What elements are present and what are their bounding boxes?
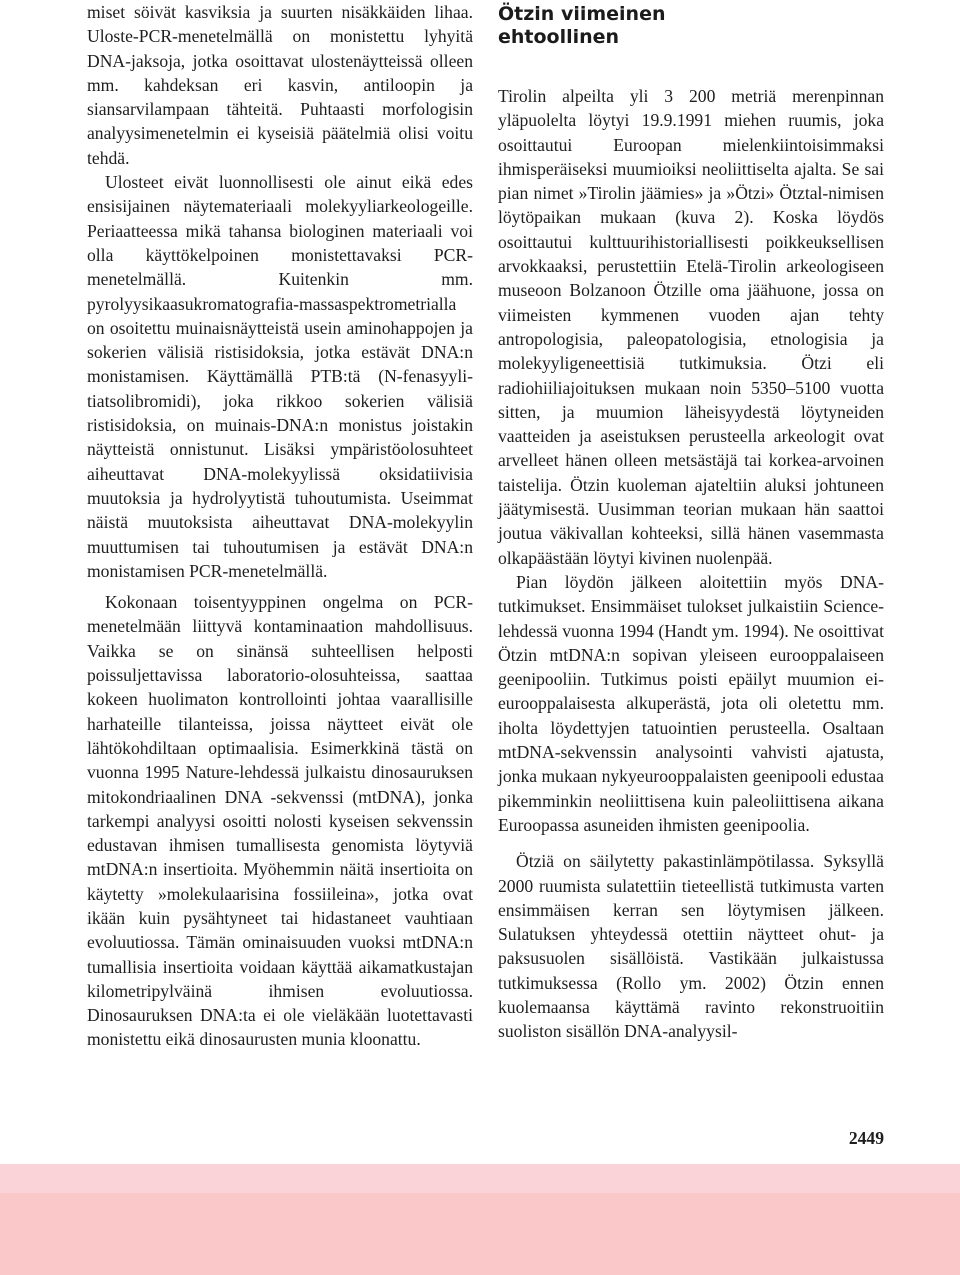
footer-band-dark [0, 1193, 960, 1275]
body-paragraph: Tirolin alpeilta yli 3 200 metriä merenpinnan yläpuolelta löytyi 19.9.1991 miehen ruumis, joka osoittautui Euroopan mielenkiintoisimmaksi ihmisperäiseksi muumioiksi neoliittiselta ajalta. Se sai pian nimet »Tirolin jäämies» ja »Ötzi» Ötztal-nimisen löytöpaikan mukaan (kuva 2). Koska löydös osoittautui kulttuurihistoriallisesti poikkeuksellisen arvokkaaksi, perustettiin Etelä-Tirolin arkeologiseen museoon Bolzanoon Ötzille oma jäähuone, jossa on viimeisten kymmenen vuoden ajan tehty antropologisia, paleopatologisia, etnologisia ja molekyyligeneettisiä tutkimuksia. Ötzi eli radiohiiliajoituksen mukaan noin 5350–5100 vuotta sitten, ja muumion läheisyydestä löytyneiden vaatteiden ja aseistuksen perusteella arkeologit ovat arvelleet hänen olleen metsästäjä tai korkea-arvoinen taistelija. Ötzin kuoleman ajateltiin aluksi johtuneen jäätymisestä. Uusimman teorian mukaan hän saattoi joutua väkivallan kohteeksi, sillä hänen vasemmasta olkapäästään löytyi kivinen nuolenpää. [498, 86, 884, 568]
left-column [87, 0, 473, 1052]
body-paragraph: miset söivät kasviksia ja suurten nisäkkäiden lihaa. Uloste-PCR-menetelmällä on monistettu lyhyitä DNA-jaksoja, jotka osoittavat ulostenäytteissä olleen mm. kahdeksan eri kasvin, antiloopin ja siansarvilampaan tähteitä. Puhtaasti morfologisin analyysimenetelmin ei kyseisiä päätelmiä olisi voitu tehdä. [87, 2, 473, 168]
body-paragraph: Ulosteet eivät luonnollisesti ole ainut eikä edes ensisijainen näytemateriaali molekyyliarkeologeille. Periaatteessa mikä tahansa biologinen materiaali voi olla käyttökelpoinen monistettavaksi PCR-menetelmällä. Kuitenkin mm. pyrolyysikaasukromatografia-massaspektrometrialla on osoitettu muinaisnäytteistä usein aminohappojen ja sokerien välisiä ristisidoksia, jotka estävät DNA:n monistamisen. Käyttämällä PTB:tä (N-fenasyyli-tiatsolibromidi), joka rikkoo sokerien välisiä ristisidoksia, on muinais-DNA:n monistus joistakin näytteistä onnistunut. Lisäksi ympäristöolosuhteet aiheuttavat DNA-molekyylissä oksidatiivisia muutoksia ja hydrolyytistä tuhoutumista. Useimmat näistä muutoksista aiheuttavat DNA-molekyylin muuttumisen tai tuhoutumisen ja estävät DNA:n monistamisen PCR-menetelmällä. [87, 172, 473, 581]
section-heading: Ötzin viimeinen ehtoollinen [498, 3, 666, 48]
footer-band-light [0, 1164, 960, 1193]
page-number: 2449 [848, 1128, 884, 1148]
right-column [498, 0, 884, 1044]
body-paragraph: Pian löydön jälkeen aloitettiin myös DNA-tutkimukset. Ensimmäiset tulokset julkaistiin Science-lehdessä vuonna 1994 (Handt ym. 1994). Ne osoittivat Ötzin mtDNA:n sopivan yleiseen eurooppalaiseen geenipooliin. Tutkimus poisti epäilyt muumion ei-eurooppalaisesta alkuperästä, jota oli oletettu mm. iholta löydettyjen tatuointien perusteella. Osaltaan mtDNA-sekvenssin analysointi vahvisti ajatusta, jonka mukaan nykyeurooppalaisten geenipooli edustaa pikemminkin neoliittisena kuin paleoliittisena aikana Euroopassa asuneiden ihmisten geenipoolia. [498, 571, 884, 835]
body-paragraph: Kokonaan toisentyyppinen ongelma on PCR-menetelmään liittyvä kontaminaation mahdollisuus. Vaikka se on sinänsä suhteellisen helposti poissuljettavissa laboratorio-olosuhteissa, saattaa kokeen huolimaton kontrollointi johtaa vaarallisille harhateille tilanteissa, joissa näytteet eivät ole lähtökohdiltaan optimaalisia. Esimerkkinä tästä on vuonna 1995 Nature-lehdessä julkaistu dinosauruksen mitokondriaalinen DNA -sekvenssi (mtDNA), jonka tarkempi analyysi osoitti nolosti kyseisen sekvenssin edustavan ihmisen tumallisesta genomista löytyviä mtDNA:n insertioita. Myöhemmin näitä insertioita on käytetty »molekulaarisina fossiileina», jotka ovat ikään kuin pysähtyneet tai hidastaneet vauhtiaan evoluutiossa. Tämän ominaisuuden vuoksi mtDNA:n tumallisia insertioita voidaan käyttää aikamatkustajan kilometripylväinä ihmisen evoluutiossa. Dinosauruksen DNA:ta ei ole vieläkään luotettavasti monistettu eikä dinosaurusten munia kloonattu. [87, 592, 473, 1050]
body-paragraph: Ötziä on säilytetty pakastinlämpötilassa. Syksyllä 2000 ruumista sulatettiin tieteellistä tutkimusta varten ensimmäisen kerran sen löytymisen jälkeen. Sulatuksen yhteydessä otettiin näytteet ohut- ja paksusuolen sisällöistä. Vastikään julkaistussa tutkimuksessa (Rollo ym. 2002) Ötzin ennen kuolemaansa käyttämä ravinto rekonstruoitiin suoliston sisällön DNA-analyysil- [498, 851, 884, 1042]
